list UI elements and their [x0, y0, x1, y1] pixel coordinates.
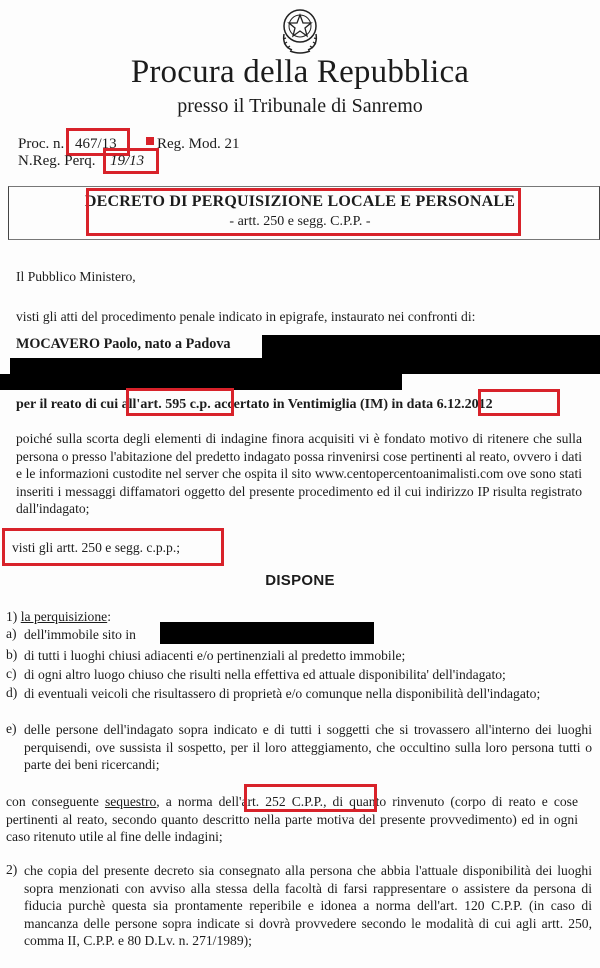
decree-subtitle: - artt. 250 e segg. C.P.P. - — [229, 214, 371, 229]
visti-artt-line: visti gli artt. 250 e segg. c.p.p.; — [12, 540, 181, 555]
repubblica-italiana-emblem-icon — [278, 4, 322, 56]
reato-article: all'art. 595 c.p. — [121, 397, 211, 412]
highlight-mark — [146, 137, 154, 145]
sub-item-text: di eventuali veicoli che risultassero di proprietà e/o comunque nella disponibilità dell'indagato; — [24, 686, 541, 701]
item-2-text: che copia del presente decreto sia consegnato alla persona che abbia l'attuale disponibilità dei luoghi sopra menzionati con avviso alla stessa della facoltà di farsi rappresentare o assistere da persona di fiducia purchè questa sia prontamente reperibile e idonea a norma dell'art. 120 C.P.P. (in caso di mancanza delle persone sopra indicate si dovrà provvedere secondo le modalità di cui agli artt. 250, comma II, C.P.P. e 80 D.Lv. n. 271/1989); — [24, 863, 592, 948]
sub-item-marker: a) — [6, 626, 17, 641]
sub-item-marker: c) — [6, 666, 17, 681]
sub-item-marker: d) — [6, 685, 18, 700]
sub-item-text: dell'immobile sito in — [24, 627, 136, 642]
item-2-marker: 2) — [6, 862, 18, 877]
sequestro-word: sequestro — [104, 794, 157, 809]
sequestro-middle: , a norma — [156, 794, 219, 809]
highlight-box-nreg — [103, 148, 159, 174]
sequestro-article: dell'art. 252 C.P.P., — [218, 794, 327, 809]
poiche-paragraph: poiché sulla scorta degli elementi di indagine finora acquisiti vi è fondato motivo di ritenere che sulla persona o presso l'abitazione del predetto indagato possa rinvenirsi cose pertinenti al reato, ovvero i dati e le informazioni custodite nel server che ospita il sito www.centopercentoanimalisti.com ove sono stati inseriti i messaggi diffamatori oggetto del presente procedimento ed il cui indirizzo IP risulta registrato dall'indagato; — [16, 431, 582, 516]
proc-number: 467/13 — [75, 136, 117, 152]
reato-middle: accertato in Ventimiglia (IM) in data — [214, 397, 434, 412]
sub-item-marker: e) — [6, 721, 17, 736]
office-title: Procura della Repubblica — [130, 54, 470, 90]
sequestro-rest: di quanto rinvenuto (corpo di reato e cose pertinenti al reato, secondo quanto descritto nella parte motiva del presente provvedimento) ed in ogni caso ritenuto utile al fine delle indagini; — [6, 794, 578, 844]
item-1-marker: 1) — [6, 609, 18, 624]
sub-item-text: di tutti i luoghi chiusi adiacenti e/o pertinenziali al predetto immobile; — [24, 648, 406, 663]
sequestro-prefix: con conseguente — [6, 794, 105, 809]
item-1-colon: : — [107, 609, 111, 624]
sub-item-text: delle persone dell'indagato sopra indicato e di tutti i soggetti che si trovassero all'interno dei luoghi perquisendi, ove sussista il sospetto, per il loro atteggiamento, che occultino sulla loro persona tutti o parte dei beni ricercandi; — [24, 722, 592, 772]
redaction-bar — [160, 622, 374, 644]
item-1 — [6, 608, 111, 626]
visti-atti-line: visti gli atti del procedimento penale indicato in epigrafe, instaurato nei confronti di: — [16, 309, 476, 324]
highlight-box-article-595 — [126, 388, 234, 416]
dispone-heading: DISPONE — [265, 572, 335, 589]
proc-label: Proc. n. — [18, 136, 65, 152]
reg-mod-label: Reg. Mod. 21 — [157, 136, 240, 152]
reato-line — [16, 396, 493, 414]
pm-line: Il Pubblico Ministero, — [16, 269, 136, 284]
sub-item-text: di ogni altro luogo chiuso che risulti nella effettiva ed attuale disponibilita' dell'indagato; — [24, 667, 506, 682]
nreg-label: N.Reg. Perq. — [18, 153, 96, 169]
item-1-label: la perquisizione — [20, 609, 108, 624]
highlight-box-date — [478, 389, 560, 416]
reato-prefix: per il reato di cui — [16, 397, 119, 412]
suspect-line: MOCAVERO Paolo, nato a Padova — [16, 336, 231, 352]
reato-date: 6.12.2012 — [436, 397, 493, 412]
highlight-box-decree — [86, 188, 521, 236]
highlight-box-article-252 — [244, 784, 377, 812]
highlight-box-visti-artt — [2, 528, 224, 566]
redaction-bar — [262, 335, 600, 358]
decree-title: DECRETO DI PERQUISIZIONE LOCALE E PERSONALE — [84, 193, 516, 210]
nreg-number: 19/13 — [110, 153, 145, 169]
office-subtitle: presso il Tribunale di Sanremo — [177, 95, 423, 117]
redaction-bar — [10, 358, 600, 374]
sub-item-marker: b) — [6, 647, 18, 662]
